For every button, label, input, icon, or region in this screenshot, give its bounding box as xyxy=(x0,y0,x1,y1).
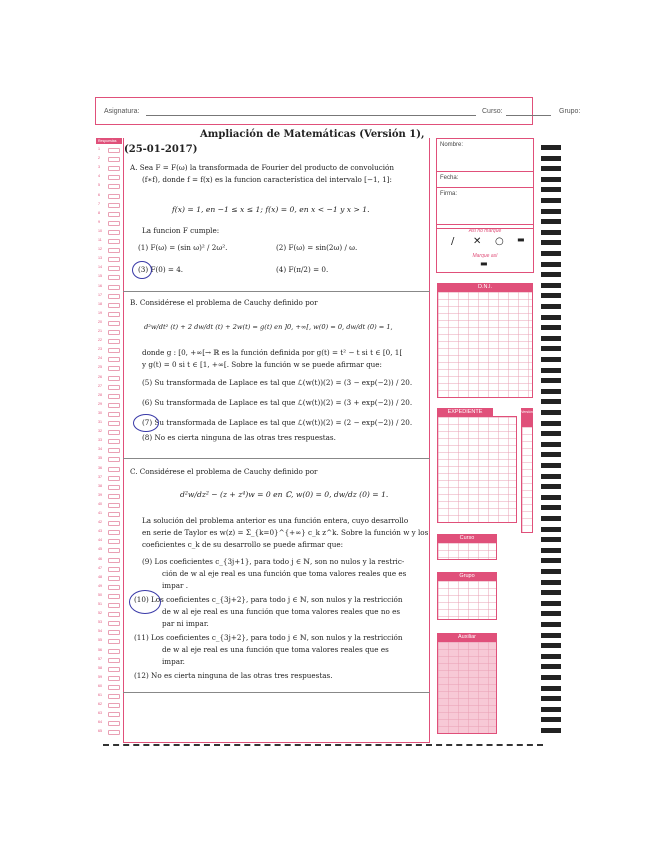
answer-row-bubble[interactable] xyxy=(108,175,120,180)
answer-row-number: 62 xyxy=(98,702,102,707)
header-bar xyxy=(95,97,581,125)
separator-c xyxy=(123,692,430,693)
answer-circle-3 xyxy=(132,261,152,279)
qC-option-10-line-1[interactable]: (10) Los coeficientes c_{3j+2}, para todo j ∈ ℕ, son nulos y la restricción xyxy=(134,595,403,604)
qB-option-8[interactable]: (8) No es cierta ninguna de las otras tres respuestas. xyxy=(142,433,336,442)
qC-option-9-line-3: impar . xyxy=(162,581,189,590)
answer-row-number: 8 xyxy=(98,210,100,215)
timing-mark xyxy=(541,527,561,532)
answer-row-number: 48 xyxy=(98,574,102,579)
answer-row-number: 10 xyxy=(98,228,102,233)
timing-mark xyxy=(541,452,561,457)
answer-row-bubble[interactable] xyxy=(108,230,120,235)
curso-header: Curso xyxy=(437,534,497,542)
timing-mark xyxy=(541,410,561,415)
timing-mark xyxy=(541,548,561,553)
answer-row-number: 57 xyxy=(98,656,102,661)
answer-row-number: 19 xyxy=(98,310,102,315)
nombre-label: Nombre: xyxy=(440,142,464,148)
timing-mark xyxy=(541,463,561,468)
answer-row-bubble[interactable] xyxy=(108,676,120,681)
answer-row-number: 27 xyxy=(98,383,102,388)
answer-row-bubble[interactable] xyxy=(108,649,120,654)
answer-row-number: 6 xyxy=(98,192,100,197)
timing-marks xyxy=(541,145,561,745)
qB-intro: B. Considérese el problema de Cauchy definido por xyxy=(130,298,318,307)
timing-mark xyxy=(541,251,561,256)
grupo-label: Grupo: xyxy=(559,108,581,115)
timing-mark xyxy=(541,537,561,542)
answer-row-bubble[interactable] xyxy=(108,430,120,435)
answer-row-number: 50 xyxy=(98,592,102,597)
timing-mark xyxy=(541,325,561,330)
qA-intro-2: (f∗f), donde f = f(x) es la funcion característica del intervalo [−1, 1]: xyxy=(142,175,392,184)
answer-row-number: 44 xyxy=(98,538,102,543)
answer-row-bubble[interactable] xyxy=(108,567,120,572)
version-grid[interactable] xyxy=(521,426,533,533)
timing-mark xyxy=(541,357,561,362)
answer-row-bubble[interactable] xyxy=(108,630,120,635)
answer-row-bubble[interactable] xyxy=(108,312,120,317)
qB-option-7[interactable]: (7) Su transformada de Laplace es tal que ℒ(w(t))(2) = (2 − exp(−2)) / 20. xyxy=(142,418,413,427)
answer-row-bubble[interactable] xyxy=(108,266,120,271)
qC-equation: d²w/dz² − (z + z⁴)w = 0 en ℂ, w(0) = 0, dw/dz (0) = 1. xyxy=(180,490,389,499)
qC-option-10-line-2: de w al eje real es una función que toma valores reales que no es xyxy=(162,607,401,616)
answer-row-number: 47 xyxy=(98,565,102,570)
answer-row-number: 40 xyxy=(98,501,102,506)
qC-option-11-line-2: de w al eje real es una función que toma valores reales que es xyxy=(162,645,389,654)
qC-option-9-line-2: ción de w al eje real es una función que toma valores reales que es xyxy=(162,569,407,578)
version-header: Versión xyxy=(521,408,533,426)
answer-row-bubble[interactable] xyxy=(108,503,120,508)
timing-mark xyxy=(541,590,561,595)
answer-row-number: 63 xyxy=(98,711,102,716)
answer-row-bubble[interactable] xyxy=(108,339,120,344)
answer-row-number: 18 xyxy=(98,301,102,306)
timing-mark xyxy=(541,580,561,585)
answer-row-bubble[interactable] xyxy=(108,184,120,189)
timing-mark xyxy=(541,378,561,383)
answer-row-number: 46 xyxy=(98,556,102,561)
grupo-grid[interactable] xyxy=(437,580,497,620)
answer-row-bubble[interactable] xyxy=(108,621,120,626)
answer-row-number: 33 xyxy=(98,438,102,443)
answer-row-number: 28 xyxy=(98,392,102,397)
answer-row-number: 58 xyxy=(98,665,102,670)
answer-row-number: 39 xyxy=(98,492,102,497)
timing-mark xyxy=(541,187,561,192)
answer-row-number: 1 xyxy=(98,147,100,151)
timing-mark xyxy=(541,675,561,680)
qB-equation: d²w/dt² (t) + 2 dw/dt (t) + 2w(t) = g(t) en ]0, +∞[, w(0) = 0, dw/dt (0) = 1, xyxy=(144,323,393,331)
answer-row-number: 36 xyxy=(98,465,102,470)
answer-row-bubble[interactable] xyxy=(108,457,120,462)
answer-row-number: 61 xyxy=(98,693,102,697)
answer-row-bubble[interactable] xyxy=(108,203,120,208)
fecha-label: Fecha: xyxy=(440,175,459,181)
grupo-header: Grupo xyxy=(437,572,497,580)
answer-row-bubble[interactable] xyxy=(108,494,120,499)
exam-title: Ampliación de Matemáticas (Versión 1), xyxy=(200,129,425,140)
answer-row-bubble[interactable] xyxy=(108,221,120,226)
answer-row-number: 14 xyxy=(98,265,102,270)
answer-row-number: 5 xyxy=(98,183,100,188)
marque-asi-label: Marque así xyxy=(472,253,498,259)
answer-row-number: 54 xyxy=(98,629,102,634)
bad-mark-slash-icon: / xyxy=(451,236,455,247)
answer-row-number: 65 xyxy=(98,729,102,734)
auxiliar-header: Auxiliar xyxy=(437,633,497,641)
answer-row-number: 42 xyxy=(98,520,102,525)
qC-body-3: coeficientes c_k de su desarrollo se puede afirmar que: xyxy=(142,540,344,549)
qA-lead: La funcion F cumple: xyxy=(142,226,220,235)
asignatura-label: Asignatura: xyxy=(104,108,140,115)
timing-mark xyxy=(541,293,561,298)
timing-mark xyxy=(541,315,561,320)
answer-row-bubble[interactable] xyxy=(108,403,120,408)
qA-option-2[interactable]: (2) F(ω) = sin(2ω) / ω. xyxy=(276,243,358,252)
answer-row-number: 38 xyxy=(98,483,102,488)
answer-row-number: 30 xyxy=(98,410,102,415)
answer-row-number: 25 xyxy=(98,365,102,370)
qC-body-1: La solución del problema anterior es una función entera, cuyo desarrollo xyxy=(142,516,409,525)
timing-mark xyxy=(541,145,561,150)
no-marque-label: Así no marque xyxy=(468,228,502,234)
qC-option-11-line-1[interactable]: (11) Los coeficientes c_{3j+2}, para todo j ∈ ℕ, son nulos y la restricción xyxy=(134,633,403,642)
qA-option-3[interactable]: (3) F(0) = 4. xyxy=(138,265,184,274)
bad-mark-circle-icon: ○ xyxy=(495,236,504,247)
answer-row-bubble[interactable] xyxy=(108,212,120,217)
answer-row-bubble[interactable] xyxy=(108,248,120,253)
timing-mark xyxy=(541,495,561,500)
answer-row-bubble[interactable] xyxy=(108,712,120,717)
timing-mark xyxy=(541,696,561,701)
answer-row-bubble[interactable] xyxy=(108,703,120,708)
answer-row-bubble[interactable] xyxy=(108,412,120,417)
answer-row-number: 24 xyxy=(98,356,102,361)
answer-row-number: 64 xyxy=(98,720,102,725)
answer-strip-tab-label: Respuestas xyxy=(98,138,117,143)
answer-row-number: 37 xyxy=(98,474,102,479)
identity-box xyxy=(436,138,534,229)
answer-row-bubble[interactable] xyxy=(108,394,120,399)
timing-mark xyxy=(541,336,561,341)
answer-row-bubble[interactable] xyxy=(108,721,120,726)
curso-field[interactable] xyxy=(506,108,551,116)
answer-row-bubble[interactable] xyxy=(108,639,120,644)
qC-option-11-line-3: impar. xyxy=(162,657,185,666)
answer-row-bubble[interactable] xyxy=(108,658,120,663)
timing-mark xyxy=(541,707,561,712)
answer-circle-10 xyxy=(129,590,161,614)
answer-row-bubble[interactable] xyxy=(108,476,120,481)
firma-label: Firma: xyxy=(440,191,457,197)
timing-mark xyxy=(541,304,561,309)
answer-row-number: 22 xyxy=(98,338,102,343)
timing-mark xyxy=(541,442,561,447)
answer-row-bubble[interactable] xyxy=(108,239,120,244)
answer-strip xyxy=(96,138,122,741)
answer-circle-7 xyxy=(133,414,159,432)
qA-intro-1: A. Sea F = F(ω) la transformada de Fourier del producto de convolución xyxy=(130,163,394,172)
auxiliar-grid[interactable] xyxy=(437,641,497,734)
exam-date: (25-01-2017) xyxy=(124,144,198,155)
timing-mark xyxy=(541,633,561,638)
answer-row-bubble[interactable] xyxy=(108,376,120,381)
good-mark-icon: ▬ xyxy=(480,259,488,268)
timing-mark xyxy=(541,601,561,606)
answer-row-bubble[interactable] xyxy=(108,439,120,444)
expediente-header: EXPEDIENTE xyxy=(437,408,493,416)
timing-mark xyxy=(541,389,561,394)
timing-mark xyxy=(541,431,561,436)
answer-row-bubble[interactable] xyxy=(108,357,120,362)
answer-row-bubble[interactable] xyxy=(108,157,120,162)
qA-option-4[interactable]: (4) F(π/2) = 0. xyxy=(276,265,329,274)
answer-row-number: 53 xyxy=(98,620,102,625)
timing-mark xyxy=(541,346,561,351)
answer-row-number: 59 xyxy=(98,674,102,679)
dni-header: D.N.I. xyxy=(437,283,533,291)
expediente-grid[interactable] xyxy=(437,416,517,523)
timing-mark xyxy=(541,484,561,489)
answer-row-number: 4 xyxy=(98,174,100,179)
answer-row-number: 12 xyxy=(98,247,102,252)
timing-mark xyxy=(541,177,561,182)
answer-row-number: 9 xyxy=(98,219,100,224)
timing-mark xyxy=(541,474,561,479)
answer-row-number: 45 xyxy=(98,547,102,552)
timing-mark xyxy=(541,643,561,648)
timing-mark xyxy=(541,156,561,161)
bad-mark-dash-icon: ▬ xyxy=(517,235,525,244)
curso-grid[interactable] xyxy=(437,542,497,560)
timing-mark xyxy=(541,198,561,203)
answer-row-bubble[interactable] xyxy=(108,685,120,690)
timing-mark xyxy=(541,664,561,669)
answer-row-bubble[interactable] xyxy=(108,194,120,199)
dni-grid[interactable] xyxy=(437,291,533,398)
answer-row-number: 11 xyxy=(98,238,102,242)
answer-row-bubble[interactable] xyxy=(108,521,120,526)
answer-row-number: 49 xyxy=(98,583,102,588)
answer-row-bubble[interactable] xyxy=(108,321,120,326)
bottom-timing-marks xyxy=(103,744,543,746)
answer-row-number: 52 xyxy=(98,611,102,616)
answer-row-bubble[interactable] xyxy=(108,366,120,371)
answer-row-bubble[interactable] xyxy=(108,448,120,453)
answer-row-number: 7 xyxy=(98,201,100,206)
answer-row-bubble[interactable] xyxy=(108,576,120,581)
answer-row-number: 26 xyxy=(98,374,102,379)
answer-row-number: 60 xyxy=(98,683,102,688)
answer-row-number: 56 xyxy=(98,647,102,652)
answer-row-bubble[interactable] xyxy=(108,303,120,308)
answer-row-number: 13 xyxy=(98,256,102,261)
timing-mark xyxy=(541,240,561,245)
timing-mark xyxy=(541,272,561,277)
timing-mark xyxy=(541,686,561,691)
marking-instructions xyxy=(436,224,534,273)
answer-row-bubble[interactable] xyxy=(108,148,120,153)
answer-row-number: 55 xyxy=(98,638,102,643)
answer-strip-tab xyxy=(96,138,122,144)
answer-row-number: 16 xyxy=(98,283,102,288)
answer-row-bubble[interactable] xyxy=(108,385,120,390)
answer-row-bubble[interactable] xyxy=(108,548,120,553)
qB-body-1: donde g : [0, +∞[→ ℝ es la función definida por g(t) = t² − t si t ∈ [0, 1[ xyxy=(142,348,403,357)
answer-row-bubble[interactable] xyxy=(108,257,120,262)
answer-row-number: 20 xyxy=(98,319,102,324)
answer-row-number: 32 xyxy=(98,429,102,434)
timing-mark xyxy=(541,505,561,510)
answer-row-number: 3 xyxy=(98,165,100,170)
answer-row-bubble[interactable] xyxy=(108,558,120,563)
answer-row-bubble[interactable] xyxy=(108,285,120,290)
answer-row-bubble[interactable] xyxy=(108,512,120,517)
answer-row-number: 34 xyxy=(98,447,102,452)
answer-row-number: 43 xyxy=(98,529,102,534)
answer-row-bubble[interactable] xyxy=(108,539,120,544)
answer-row-number: 15 xyxy=(98,274,102,279)
timing-mark xyxy=(541,611,561,616)
qC-body-2: en serie de Taylor es w(z) = Σ_{k=0}^{+∞} c_k z^k. Sobre la función w y los xyxy=(142,528,429,537)
answer-row-bubble[interactable] xyxy=(108,667,120,672)
answer-row-number: 17 xyxy=(98,292,102,297)
timing-mark xyxy=(541,230,561,235)
answer-row-bubble[interactable] xyxy=(108,166,120,171)
answer-row-number: 29 xyxy=(98,401,102,406)
separator-a xyxy=(123,291,430,292)
answer-row-bubble[interactable] xyxy=(108,594,120,599)
answer-row-bubble[interactable] xyxy=(108,330,120,335)
timing-mark xyxy=(541,219,561,224)
answer-row-bubble[interactable] xyxy=(108,603,120,608)
curso-label: Curso: xyxy=(482,108,503,115)
timing-mark xyxy=(541,516,561,521)
timing-mark xyxy=(541,569,561,574)
timing-mark xyxy=(541,622,561,627)
answer-row-number: 51 xyxy=(98,602,102,606)
answer-row-bubble[interactable] xyxy=(108,585,120,590)
timing-mark xyxy=(541,717,561,722)
bad-mark-x-icon: ✕ xyxy=(473,236,482,247)
qC-option-9-line-1[interactable]: (9) Los coeficientes c_{3j+1}, para todo j ∈ ℕ, son no nulos y la restric- xyxy=(142,557,405,566)
timing-mark xyxy=(541,368,561,373)
timing-mark xyxy=(541,262,561,267)
qB-option-6[interactable]: (6) Su transformada de Laplace es tal que ℒ(w(t))(2) = (3 + exp(−2)) / 20. xyxy=(142,398,413,407)
timing-mark xyxy=(541,166,561,171)
timing-mark xyxy=(541,558,561,563)
answer-row-bubble[interactable] xyxy=(108,485,120,490)
answer-row-bubble[interactable] xyxy=(108,348,120,353)
answer-row-bubble[interactable] xyxy=(108,275,120,280)
answer-row-number: 21 xyxy=(98,329,102,333)
separator-b xyxy=(123,458,430,459)
asignatura-field[interactable] xyxy=(146,108,476,116)
answer-row-bubble[interactable] xyxy=(108,294,120,299)
timing-mark xyxy=(541,209,561,214)
timing-mark xyxy=(541,728,561,733)
answer-row-bubble[interactable] xyxy=(108,421,120,426)
qB-option-5[interactable]: (5) Su transformada de Laplace es tal que ℒ(w(t))(2) = (3 − exp(−2)) / 20. xyxy=(142,378,413,387)
qC-option-12[interactable]: (12) No es cierta ninguna de las otras tres respuestas. xyxy=(134,671,333,680)
answer-row-number: 41 xyxy=(98,511,102,515)
answer-row-bubble[interactable] xyxy=(108,730,120,735)
answer-row-bubble[interactable] xyxy=(108,612,120,617)
qC-option-10-line-3: par ni impar. xyxy=(162,619,209,628)
answer-row-number: 31 xyxy=(98,420,102,424)
answer-row-bubble[interactable] xyxy=(108,694,120,699)
timing-mark xyxy=(541,399,561,404)
answer-row-number: 2 xyxy=(98,156,100,161)
answer-row-number: 35 xyxy=(98,456,102,461)
timing-mark xyxy=(541,421,561,426)
timing-mark xyxy=(541,654,561,659)
timing-mark xyxy=(541,283,561,288)
answer-row-bubble[interactable] xyxy=(108,467,120,472)
answer-row-bubble[interactable] xyxy=(108,530,120,535)
qA-option-1[interactable]: (1) F(ω) = (sin ω)² / 2ω². xyxy=(138,243,228,252)
qB-body-2: y g(t) = 0 si t ∈ [1, +∞[. Sobre la función w se puede afirmar que: xyxy=(142,360,382,369)
qC-intro: C. Considérese el problema de Cauchy definido por xyxy=(130,467,318,476)
qA-equation: f(x) = 1, en −1 ≤ x ≤ 1; f(x) = 0, en x < −1 y x > 1. xyxy=(172,205,370,214)
answer-row-number: 23 xyxy=(98,347,102,352)
